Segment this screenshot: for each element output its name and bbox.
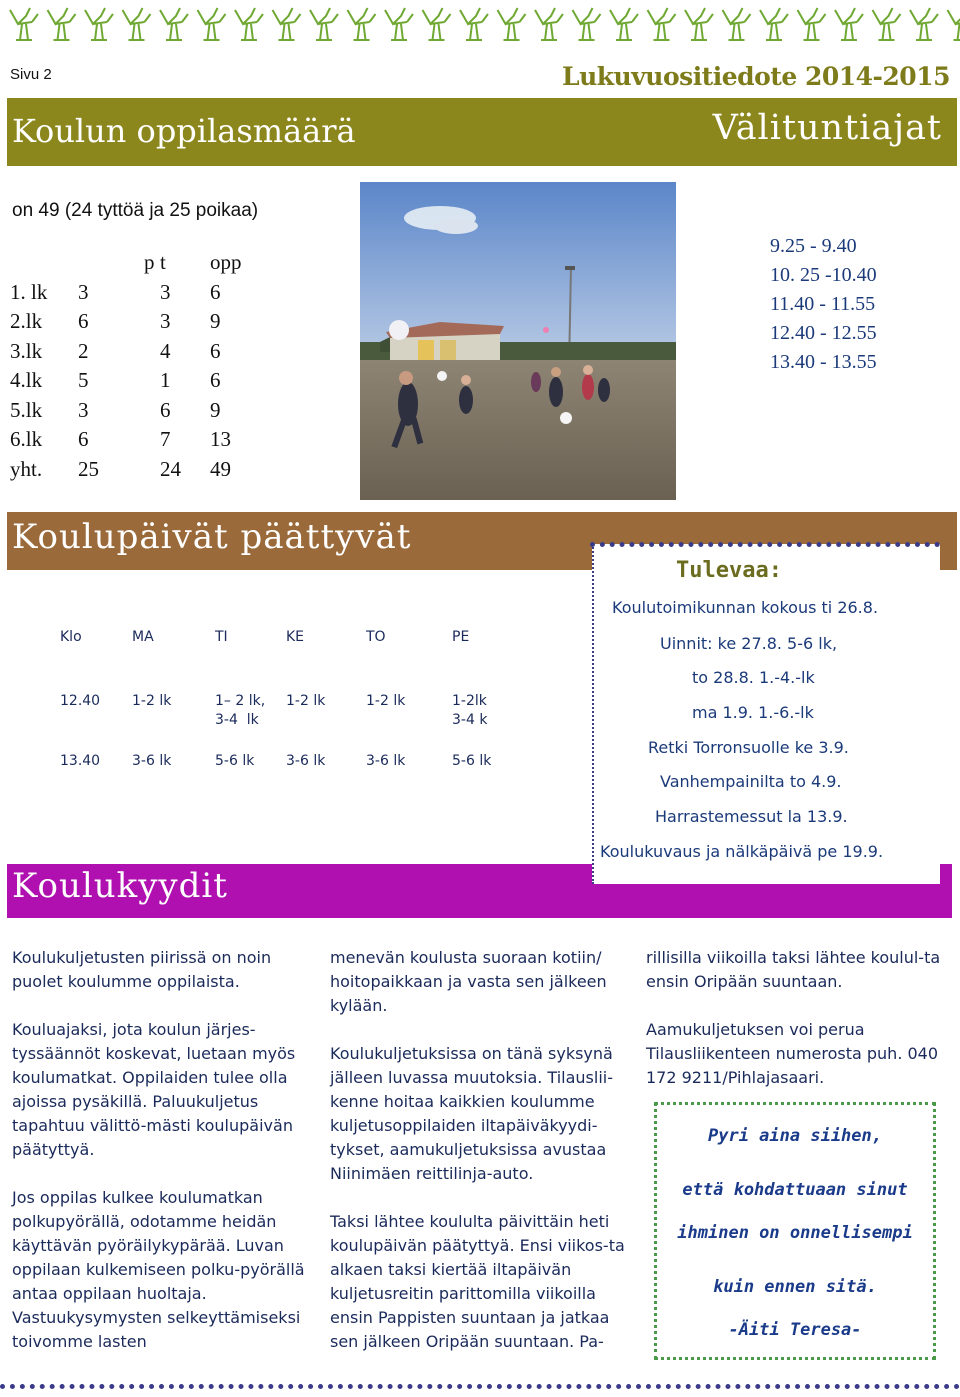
count-cell: 3 [160,279,171,304]
enrollment-summary: on 49 (24 tyttöä ja 25 poikaa) [12,200,259,221]
schedule-ti: 5-6 lk [215,753,255,769]
count-cell: 5 [78,368,89,393]
bird-ornament-icon [685,8,713,40]
break-time: 10. 25 -10.40 [770,264,877,286]
enrollment-row [10,366,242,396]
count-cell: 6 [210,368,221,393]
bird-ornament-icon [648,8,676,40]
schedule-ma: 1-2 lk [132,693,172,709]
schedule-ti: 1– 2 lk, 3-4 lk [215,693,266,728]
schedule-ke: 1-2 lk [286,693,326,709]
schedule-to: 3-6 lk [366,753,406,769]
schedule-ke: 3-6 lk [286,753,326,769]
buses-paragraph: rillisilla viikoilla taksi lähtee koulul-ta ensin Oripään suuntaan. [646,948,941,991]
schedule-header-ke: KE [286,629,305,645]
upcoming-item: Uinnit: ke 27.8. 5-6 lk, [660,634,838,653]
grade-label: 6.lk [10,427,43,452]
schedule-header-pe: PE [452,629,470,645]
enrollment-column-header: p [144,250,155,275]
school-days-title: Koulupäivät päättyvät [12,517,412,557]
quote-line: kuin ennen sitä. [713,1277,877,1297]
buses-column-2 [330,946,634,1378]
schedule-to: 1-2 lk [366,693,406,709]
enrollment-table [10,248,242,484]
enrollment-column-header [10,248,78,278]
quote-line: ihminen on onnellisempi [677,1223,913,1243]
schedule-header-ti: TI [215,629,228,645]
buses-column-3 [646,946,946,1114]
schedule-row [0,752,560,772]
bird-ornament-icon [198,8,226,40]
bird-ornament-icon [760,8,788,40]
count-cell: 2 [78,338,89,363]
break-time: 9.25 - 9.40 [770,235,857,257]
page-label: Sivu 2 [10,66,52,83]
buses-paragraph: Kouluajaksi, jota koulun järjes-tyssäännöt koskevat, luetaan myös koulumatkat. Oppilaiden tulee olla ajoissa pysäkillä. Paluukuljetus tapahtuu välittö-mästi koulupäivän päätyttyä. [12,1020,296,1159]
bird-ornament-icon [48,8,76,40]
upcoming-item: to 28.8. 1.-4.-lk [692,668,815,687]
upcoming-dotted-border [590,542,940,548]
bird-ornament-icon [123,8,151,40]
enrollment-title: Koulun oppilasmäärä [12,112,356,150]
bird-ornament-icon [460,8,488,40]
grade-label: 5.lk [10,397,43,422]
break-time: 13.40 - 13.55 [770,351,877,373]
count-cell: 6 [160,397,171,422]
bird-ornament-icon [10,8,38,40]
schedule-time: 12.40 [60,693,101,709]
count-cell: 7 [160,427,171,452]
bird-ornament-icon [798,8,826,40]
bird-ornament-icon [948,8,960,40]
upcoming-item: Koulukuvaus ja nälkäpäivä pe 19.9. [600,842,884,861]
buses-paragraph: Aamukuljetuksen voi perua Tilausliikenteen numerosta puh. 040 172 9211/Pihlajasaari. [646,1020,939,1087]
schedule-header-klo: Klo [60,629,82,645]
count-cell: 3 [78,397,89,422]
count-cell: 13 [210,427,231,452]
bird-ornament-icon [160,8,188,40]
count-cell: 1 [160,368,171,393]
buses-paragraph: Jos oppilas kulkee koulumatkan polkupyörällä, odotamme heidän käyttävän pyöräilykypärää. Luvan oppilaan kulkemiseen polku-pyörällä antaa oppilaan huoltaja. Vastuukysymysten selkeyttämiseksi toivomme lasten [12,1188,305,1351]
count-cell: 6 [78,309,89,334]
school-buses-title: Koulukyydit [12,866,228,906]
count-cell: 6 [210,338,221,363]
bird-ornament-icon [873,8,901,40]
schedule-pe: 5-6 lk [452,753,492,769]
enrollment-column-header: t [160,250,166,275]
bird-ornament-icon [910,8,938,40]
upcoming-item: ma 1.9. 1.-6.-lk [692,703,814,722]
schedule-header-ma: MA [132,629,154,645]
quote-line: Pyri aina siihen, [708,1126,882,1146]
grade-label: 3.lk [10,338,43,363]
breaks-title: Välituntiajat [712,108,942,148]
bird-ornament-icon [273,8,301,40]
buses-paragraph: menevän koulusta suoraan kotiin/ hoitopaikkaan ja vasta sen jälkeen kylään. [330,948,607,1015]
count-cell: 6 [78,427,89,452]
enrollment-column-header: opp [210,250,242,275]
schedule-header-row [0,628,560,648]
buses-column-1 [12,946,308,1378]
upcoming-item: Harrastemessut la 13.9. [655,807,848,826]
schedule-ma: 3-6 lk [132,753,172,769]
count-cell: 3 [78,279,89,304]
bird-ornament-icon [723,8,751,40]
newsletter-title: Lukuvuositiedote 2014-2015 [561,62,950,91]
bird-ornament-icon [610,8,638,40]
grade-label: 4.lk [10,368,43,393]
bird-ornament-icon [235,8,263,40]
breaks-times-list [770,232,877,377]
upcoming-item: Retki Torronsuolle ke 3.9. [648,738,849,757]
count-cell: 25 [78,456,99,481]
enrollment-row [10,307,242,337]
quote-author: -Äiti Teresa- [728,1320,862,1340]
schedule-row [0,692,560,732]
break-time: 12.40 - 12.55 [770,322,877,344]
break-time: 11.40 - 11.55 [770,293,876,315]
bird-ornament-icon [423,8,451,40]
schedule-pe: 1-2lk 3-4 k [452,693,488,728]
bird-ornament-icon [85,8,113,40]
enrollment-row [10,425,242,455]
grade-label: 1. lk [10,279,48,304]
enrollment-row [10,278,242,308]
schedule-header-to: TO [366,629,386,645]
grade-label: 2.lk [10,309,43,334]
count-cell: 24 [160,456,181,481]
upcoming-item: Koulutoimikunnan kokous ti 26.8. [612,598,879,617]
count-cell: 3 [160,309,171,334]
bird-ornament-icon [348,8,376,40]
count-cell: 49 [210,456,231,481]
schoolyard-photo [360,182,676,500]
count-cell: 6 [210,279,221,304]
bird-ornament-icon [310,8,338,40]
enrollment-row [10,396,242,426]
upcoming-title: Tulevaa: [676,558,782,583]
buses-paragraph: Taksi lähtee koululta päivittäin heti koulupäivän päätyttyä. Ensi viikos-ta alkaen taksi kiertää iltapäivän kuljetusreitin parittomilla viikoilla ensin Pappisten suuntaan ja jatkaa sen jälkeen Oripään suuntaan. Pa- [330,1212,625,1351]
enrollment-row [10,455,242,485]
bird-ornament-icon [535,8,563,40]
count-cell: 9 [210,397,221,422]
grade-label: yht. [10,456,43,481]
bird-ornament-icon [385,8,413,40]
upcoming-item: Vanhempainilta to 4.9. [660,772,842,791]
bird-ornament-icon [573,8,601,40]
buses-paragraph: Koulukuljetuksissa on tänä syksynä jälleen luvassa muutoksia. Tilauslii-kenne hoitaa kaikkien koulumme kuljetusoppilaiden iltapäiväkyydi-tykset, aamukuljetuksissa avustaa Niinimäen reittilinja-auto. [330,1044,613,1183]
bird-ornament-icon [498,8,526,40]
bird-ornament-icon [835,8,863,40]
bird-ornament-row [0,0,960,52]
bottom-dotted-border [0,1384,960,1390]
count-cell: 9 [210,309,221,334]
quote-line: että kohdattuaan sinut [682,1180,908,1200]
enrollment-row [10,337,242,367]
buses-paragraph: Koulukuljetusten piirissä on noin puolet koulumme oppilaista. [12,948,272,991]
enrollment-header-row [10,248,242,278]
count-cell: 4 [160,338,171,363]
schedule-time: 13.40 [60,753,101,769]
